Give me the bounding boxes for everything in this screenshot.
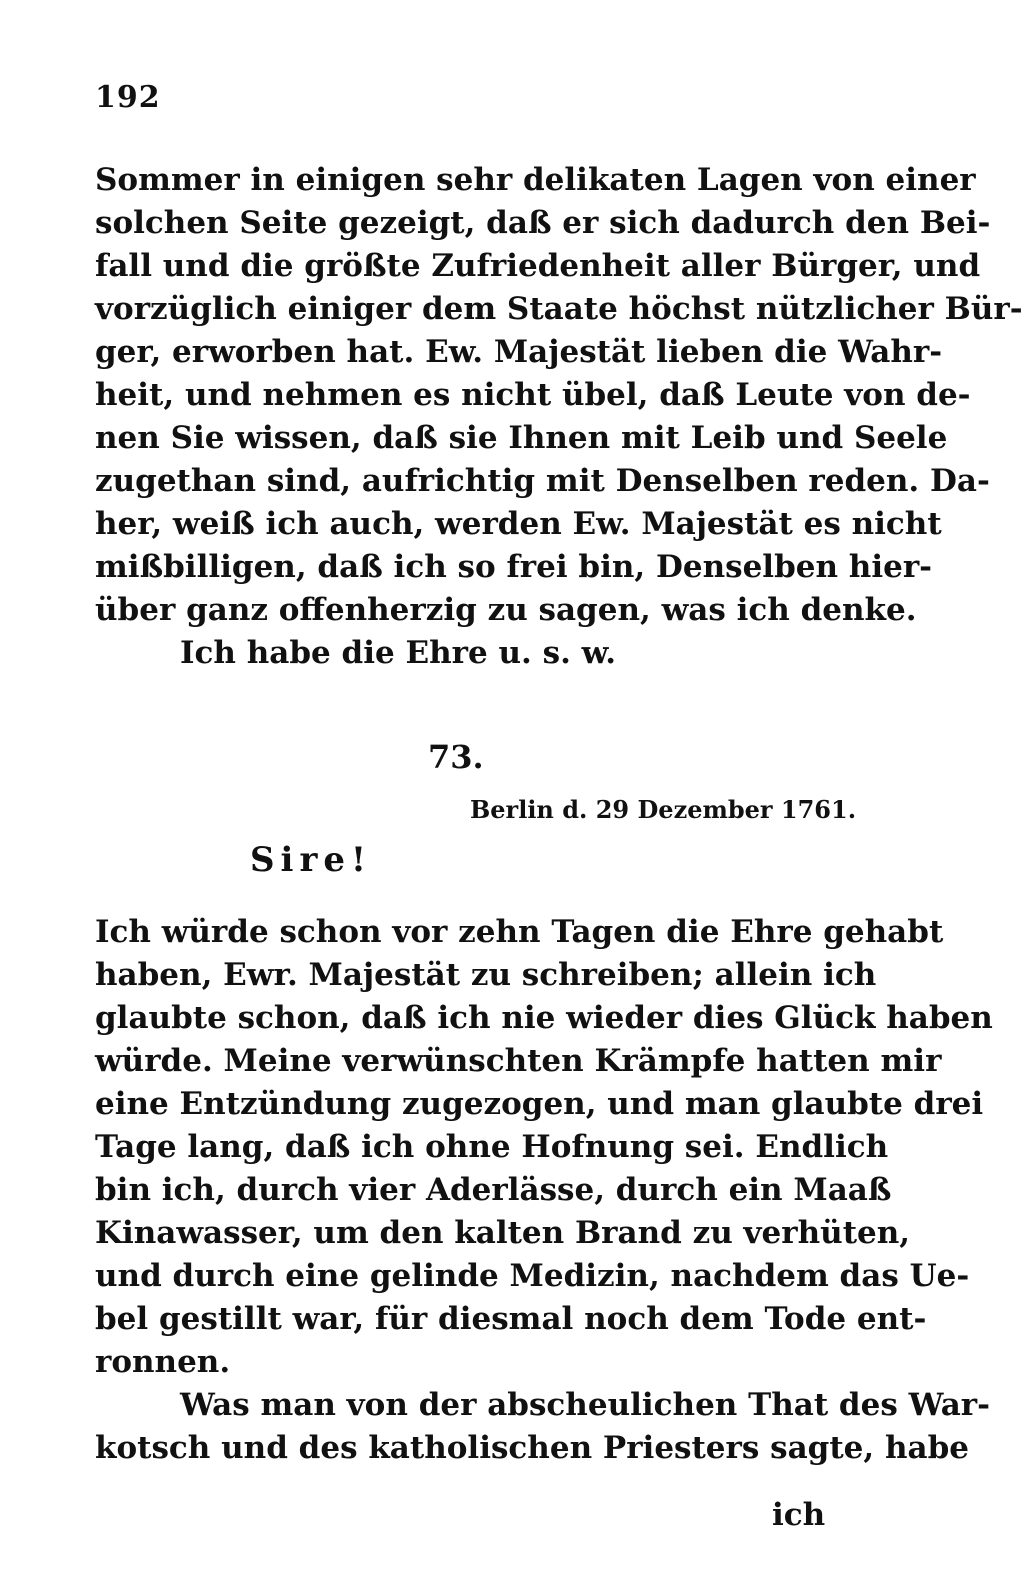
salutation: Sire! — [250, 840, 372, 880]
letter-number: 73. — [428, 738, 484, 776]
text-line: ronnen. — [95, 1344, 231, 1380]
page-number: 192 — [95, 80, 161, 115]
text-line: haben, Ewr. Majestät zu schreiben; allein ich — [95, 957, 877, 993]
dateline: Berlin d. 29 Dezember 1761. — [470, 795, 857, 824]
text-line: vorzüglich einiger dem Staate höchst nützlicher Bür- — [95, 291, 1023, 327]
text-line: bin ich, durch vier Aderlässe, durch ein Maaß — [95, 1172, 892, 1208]
text-line: glaubte schon, daß ich nie wieder dies Glück haben — [95, 1000, 993, 1036]
text-line: Ich würde schon vor zehn Tagen die Ehre gehabt — [95, 914, 944, 950]
text-line: und durch eine gelinde Medizin, nachdem das Ue- — [95, 1258, 970, 1294]
text-line: zugethan sind, aufrichtig mit Denselben reden. Da- — [95, 463, 990, 499]
text-line: kotsch und des katholischen Priesters sagte, habe — [95, 1430, 969, 1466]
text-line: solchen Seite gezeigt, daß er sich dadurch den Bei- — [95, 205, 991, 241]
text-line: heit, und nehmen es nicht übel, daß Leute von de- — [95, 377, 971, 413]
text-line: her, weiß ich auch, werden Ew. Majestät es nicht — [95, 506, 942, 542]
text-line: Sommer in einigen sehr delikaten Lagen von einer — [95, 162, 976, 198]
text-line: mißbilligen, daß ich so frei bin, Denselben hier- — [95, 549, 933, 585]
text-line: Was man von der abscheulichen That des War- — [180, 1387, 990, 1423]
text-line: Kinawasser, um den kalten Brand zu verhüten, — [95, 1215, 911, 1251]
closing-formula: Ich habe die Ehre u. s. w. — [180, 635, 617, 671]
text-line: eine Entzündung zugezogen, und man glaubte drei — [95, 1086, 984, 1122]
text-line: nen Sie wissen, daß sie Ihnen mit Leib und Seele — [95, 420, 948, 456]
catchword: ich — [772, 1497, 826, 1533]
text-line: bel gestillt war, für diesmal noch dem Tode ent- — [95, 1301, 927, 1337]
text-line: über ganz offenherzig zu sagen, was ich denke. — [95, 592, 917, 628]
text-line: ger, erworben hat. Ew. Majestät lieben die Wahr- — [95, 334, 943, 370]
text-line: würde. Meine verwünschten Krämpfe hatten mir — [95, 1043, 942, 1079]
text-line: Tage lang, daß ich ohne Hofnung sei. Endlich — [95, 1129, 889, 1165]
text-line: fall und die größte Zufriedenheit aller Bürger, und — [95, 248, 981, 284]
